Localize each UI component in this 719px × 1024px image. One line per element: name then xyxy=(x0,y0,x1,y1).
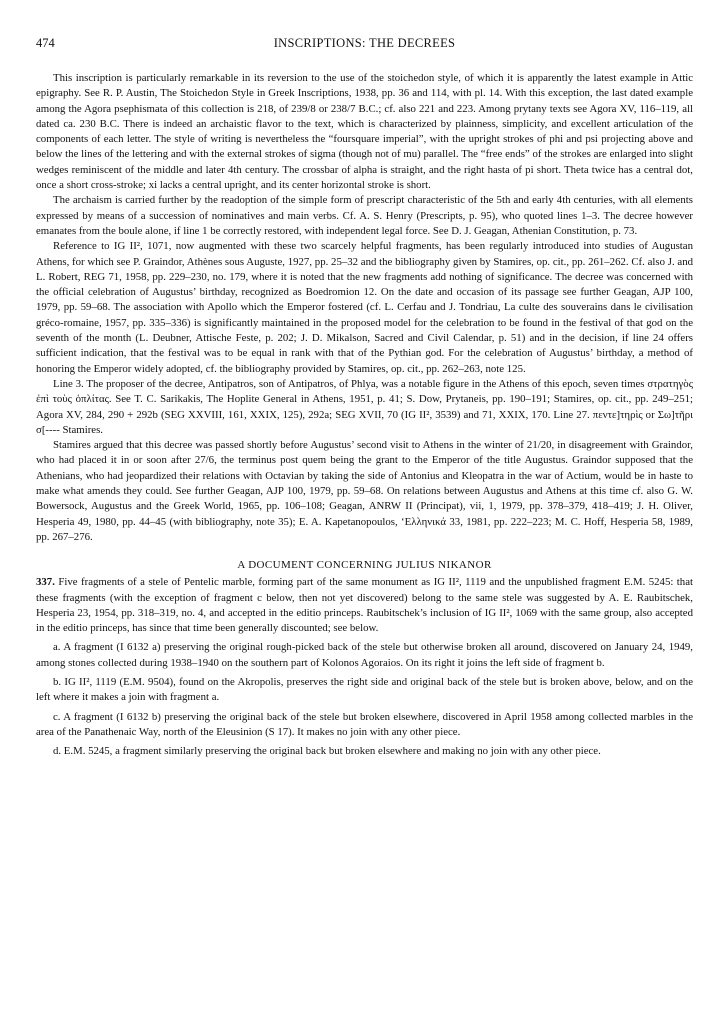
fragment-description: a. A fragment (I 6132 a) preserving the original rough-picked back of the stele but otherwise broken all around, discovered on January 24, 1949, among stones collected during 1938–1940 on the southern part of Kolonos Agoraios. On its right it joins the left side of fragment b. xyxy=(36,641,693,669)
commentary-paragraph: Stamires argued that this decree was passed shortly before Augustus’ second visit to Athens in the winter of 21/20, in disagreement with Graindor, who had placed it in or soon after 27/6, the terminus post quem being the grant to the Emperor of the title Augustus. Graindor supposed that the Athenians, who had jeopardized their relations with Octavian by taking the side of Antonius and Kleopatra in the war of Actium, would be in haste to make what amends they could. See further Geagan, AJP 100, 1979, pp. 59–68. On relations between Augustus and Athens at this time cf. also G. W. Bowersock, Augustus and the Greek World, 1965, pp. 106–108; Geagan, ANRW II (Principat), vii, 1, 1979, pp. 378–379, 418–419; J. H. Oliver, Hesperia 49, 1980, pp. 44–45 (with bibliography, note 35); E. A. Kapetanopoulos, ‘Ελληνικά 33, 1981, pp. 222–223; M. C. Hoff, Hesperia 58, 1989, pp. 267–276. xyxy=(36,439,693,543)
fragment-description: d. E.M. 5245, a fragment similarly preserving the original back but broken elsewhere and making no join with any other piece. xyxy=(53,745,601,758)
page-number: 474 xyxy=(36,36,55,50)
fragment-description: b. IG II², 1119 (E.M. 9504), found on the Akropolis, preserves the right side and original back of the stele but is broken above, below, and on the left where it makes a join with fragment a. xyxy=(36,675,693,704)
running-header xyxy=(36,36,693,58)
running-title: INSCRIPTIONS: THE DECREES xyxy=(273,36,456,50)
commentary-paragraph: The archaism is carried further by the readoption of the simple form of prescript characteristic of the 5th and early 4th centuries, with all elements expressed by means of a succession of nominatives and main verbs. Cf. A. S. Henry (Prescripts, p. 95), who quoted lines 1–3. The decree however emanates from the boule alone, if line 1 be correctly restored, with independent legal force. See D. J. Geagan, Athenian Constitution, p. 73. xyxy=(36,194,693,237)
entry-number: 337. xyxy=(36,576,55,589)
commentary-paragraph: This inscription is particularly remarkable in its reversion to the use of the stoichedon style, of which it is apparently the latest example in Attic epigraphy. See R. P. Austin, The Stoichedon Style in Greek Inscriptions, 1938, pp. 36 and 114, with pl. 14. With this exception, the last dated example among the Agora psephismata of this collection is 218, of 239/8 or 238/7 B.C.; cf. also 221 and 223. Among prytany texts see Agora XV, 116–119, all dated ca. 230 B.C. There is indeed an archaistic flavor to the text, which is characterized by plainness, simplicity, and excellent articulation of the components of each letter. The style of writing is nevertheless the “foursquare imperial”, with the upright strokes of phi and psi projecting above and below the lines of the lettering and with the external strokes of sigma (though not of mu) parallel. The “free ends” of the strokes are enlarged into slight wedges reminiscent of the middle and later 4th century. The crossbar of alpha is straight, and the right hasta of pi short. Theta twice has a central dot, once a short cross-stroke; xi lacks a central upright, and its center horizontal stroke is short. xyxy=(36,72,693,192)
page xyxy=(36,36,693,759)
section-heading: A DOCUMENT CONCERNING JULIUS NIKANOR xyxy=(237,559,492,572)
entry-intro-text: Five fragments of a stele of Pentelic marble, forming part of the same monument as IG II², 1119 and the unpublished fragment E.M. 5245: that these fragments (with the exception of fragment c below, then not yet discovered) belong to the same stele was suggested by A. E. Raubitschek, Hesperia 23, 1954, pp. 318–319, no. 4, and accepted in the editio princeps. Raubitschek’s inclusion of IG II², 1069 with the same group, also accepted in the editio princeps, has since that time been generally discounted; see below. xyxy=(36,576,693,635)
entry-intro xyxy=(36,575,693,636)
commentary-paragraph: Reference to IG II², 1071, now augmented with these two scarcely helpful fragments, has been regularly introduced into studies of Augustan Athens, for which see P. Graindor, Athènes sous Auguste, 1927, pp. 25–32 and the bibliography given by Stamires, op. cit., pp. 261–262. Cf. also J. and L. Robert, REG 71, 1958, pp. 229–230, no. 179, where it is noted that the new fragments add nothing of significance. The decree was concerned with the official celebration of Augustus’ birthday, recognized as Boedromion 12. On the date and occasion of its passage see further Geagan, AJP 100, 1979, pp. 59–68. The association with Apollo which the Emperor fostered (cf. L. Cerfau and J. Tondriau, La culte des souverains dans le civilisation gréco-romaine, 1957, pp. 335–336) is significantly maintained in the proposed model for the celebration to be found in the festival of that god on the seventh of the month (L. Deubner, Attische Feste, p. 202; J. D. Mikalson, Sacred and Civil Calendar, p. 51) and in the decision, if line 24 offers sufficient indication, that the festival was to be equal in rank with that of the Pythian god. For the celebration of Augustus’ birthday, a method of honoring the Emperor widely adopted, cf. the bibliography provided by Stamires, op. cit., pp. 262–263, note 125. xyxy=(36,240,693,375)
commentary-paragraph: Line 3. The proposer of the decree, Antipatros, son of Antipatros, of Phlya, was a notable figure in the Athens of this epoch, seven times στρατηγὸς ἐπὶ τοὺς ὁπλίτας. See T. C. Sarikakis, The Hoplite General in Athens, 1951, p. 41; S. Dow, Prytaneis, pp. 190–191; Stamires, op. cit., pp. 249–251; Agora XV, 284, 290 + 292b (SEG XXVIII, 161, XXIX, 125), 292a; SEG XVII, 70 (IG II², 3539) and 71, XXIX, 170. Line 27. πεντε]τηρὶς or Σω]τῆρι σ[---- Stamires. xyxy=(36,377,693,436)
fragment-description: c. A fragment (I 6132 b) preserving the original back of the stele but broken elsewhere, discovered in April 1958 among collected marbles in the area of the Panathenaic Way, north of the Eleusinion (S 17). It makes no join with any other piece. xyxy=(36,710,693,738)
